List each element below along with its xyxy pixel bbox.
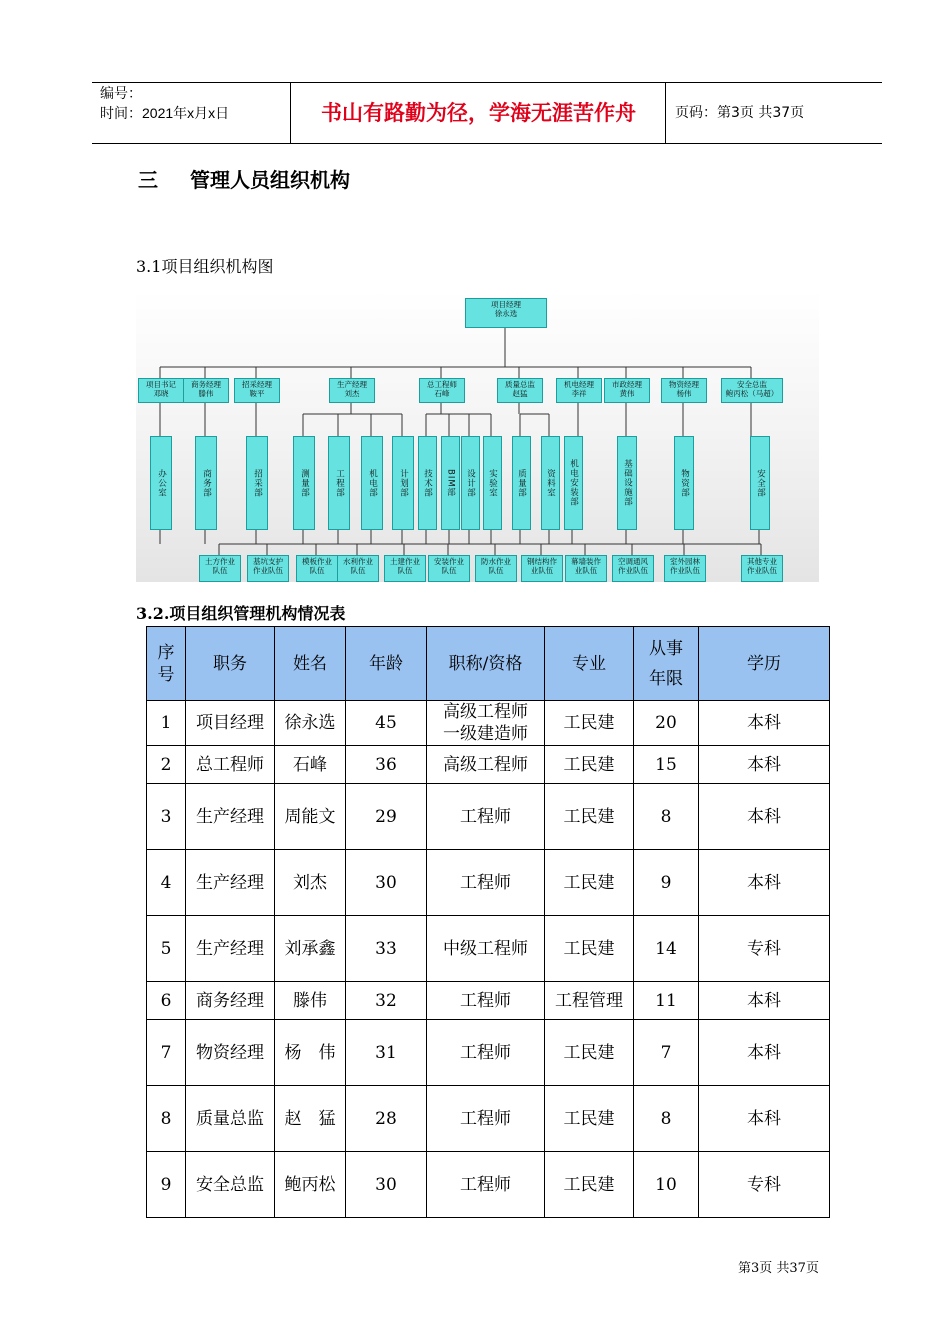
work-team-box: 模板作业 队伍	[296, 555, 338, 582]
table-cell: 工程师	[427, 784, 545, 850]
table-cell: 7	[634, 1020, 699, 1086]
table-body	[147, 701, 830, 1218]
table-cell: 总工程师	[186, 746, 275, 784]
table-row	[147, 982, 830, 1020]
table-cell: 15	[634, 746, 699, 784]
department-box	[293, 436, 315, 530]
org-node-level2: 市政经理 黄伟	[604, 378, 650, 403]
table-cell: 商务经理	[186, 982, 275, 1020]
org-node-level2: 总工程师 石峰	[419, 378, 465, 403]
table-cell: 工程管理	[545, 982, 634, 1020]
department-box	[392, 436, 414, 530]
table-cell: 专科	[699, 1152, 830, 1218]
table-cell: 29	[346, 784, 427, 850]
table-cell: 安全总监	[186, 1152, 275, 1218]
table-cell: 工程师	[427, 1086, 545, 1152]
table-cell: 31	[346, 1020, 427, 1086]
org-node-top: 项目经理 徐永选	[465, 298, 547, 328]
table-cell: 本科	[699, 1086, 830, 1152]
org-node-level2: 安全总监 鲍丙松（马超）	[721, 378, 783, 403]
work-team-box: 空调通风 作业队伍	[612, 555, 654, 582]
department-box-label: BIM部	[445, 468, 456, 498]
department-box	[328, 436, 350, 530]
department-box-label: 设计部	[465, 468, 476, 498]
header-meta	[100, 83, 290, 143]
table-cell: 工民建	[545, 746, 634, 784]
table-cell: 本科	[699, 1020, 830, 1086]
table-cell: 工民建	[545, 850, 634, 916]
department-box-label: 机电部	[367, 468, 378, 498]
work-team-box: 室外园林 作业队伍	[664, 555, 706, 582]
table-header-cell: 学历	[699, 627, 830, 701]
table-cell: 生产经理	[186, 784, 275, 850]
subsection-table-title: 3.2.项目组织管理机构情况表	[136, 604, 346, 623]
time-label: 时间：2021年x月x日	[100, 105, 230, 121]
department-box	[150, 436, 172, 530]
table-cell: 滕伟	[275, 982, 346, 1020]
page-header	[92, 82, 882, 144]
table-header-cell: 年龄	[346, 627, 427, 701]
work-team-box: 幕墙装作 业队伍	[565, 555, 607, 582]
table-row	[147, 1020, 830, 1086]
table-cell: 生产经理	[186, 850, 275, 916]
org-chart	[136, 290, 819, 582]
department-box-label: 商务部	[201, 468, 212, 498]
table-cell: 10	[634, 1152, 699, 1218]
table-row	[147, 784, 830, 850]
management-table	[146, 626, 830, 1218]
table-cell: 5	[147, 916, 186, 982]
table-cell: 30	[346, 850, 427, 916]
table-cell: 徐永选	[275, 701, 346, 746]
table-cell: 高级工程师 一级建造师	[427, 701, 545, 746]
department-box	[461, 436, 480, 530]
department-box	[541, 436, 560, 530]
table-cell: 项目经理	[186, 701, 275, 746]
department-box-label: 基础设施部	[622, 459, 633, 507]
department-box-label: 测量部	[299, 468, 310, 498]
department-box	[361, 436, 383, 530]
table-row	[147, 746, 830, 784]
table-cell: 2	[147, 746, 186, 784]
department-box-label: 物资部	[679, 468, 690, 498]
table-cell: 本科	[699, 701, 830, 746]
section-number: 三	[138, 168, 158, 192]
table-cell: 工民建	[545, 784, 634, 850]
table-cell: 3	[147, 784, 186, 850]
department-box	[418, 436, 437, 530]
table-cell: 30	[346, 1152, 427, 1218]
table-cell: 工程师	[427, 850, 545, 916]
table-cell: 赵 猛	[275, 1086, 346, 1152]
table-cell: 28	[346, 1086, 427, 1152]
department-box	[674, 436, 694, 530]
table-cell: 9	[147, 1152, 186, 1218]
table-cell: 6	[147, 982, 186, 1020]
table-cell: 生产经理	[186, 916, 275, 982]
table-row	[147, 1086, 830, 1152]
department-box-label: 机电安装部	[568, 459, 579, 507]
table-header-row	[147, 627, 830, 701]
org-node-level2: 商务经理 滕伟	[183, 378, 229, 403]
table-row	[147, 701, 830, 746]
table-cell: 工民建	[545, 1152, 634, 1218]
department-box-label: 技术部	[422, 468, 433, 498]
table-cell: 1	[147, 701, 186, 746]
table-cell: 本科	[699, 982, 830, 1020]
table-cell: 杨 伟	[275, 1020, 346, 1086]
department-box-label: 实验室	[487, 468, 498, 498]
department-box-label: 工程部	[334, 468, 345, 498]
table-cell: 45	[346, 701, 427, 746]
work-team-box: 基坑支护 作业队伍	[247, 555, 289, 582]
page-footer: 第3页 共37页	[738, 1261, 819, 1276]
table-cell: 中级工程师	[427, 916, 545, 982]
table-cell: 32	[346, 982, 427, 1020]
header-page-label: 页码：第3页 共37页	[675, 105, 805, 121]
table-header-cell: 职称/资格	[427, 627, 545, 701]
department-box	[246, 436, 268, 530]
section-heading	[138, 164, 350, 193]
table-cell: 刘杰	[275, 850, 346, 916]
table-header-cell: 职务	[186, 627, 275, 701]
table-cell: 14	[634, 916, 699, 982]
org-node-level2: 项目书记 邓晓	[138, 378, 184, 403]
work-team-box: 钢结构作 业队伍	[521, 555, 563, 582]
table-header-cell: 姓名	[275, 627, 346, 701]
table-cell: 鲍丙松	[275, 1152, 346, 1218]
work-team-box: 土方作业 队伍	[199, 555, 241, 582]
department-box-label: 计划部	[398, 468, 409, 498]
department-box	[750, 436, 770, 530]
header-divider	[665, 83, 666, 143]
subsection-org-chart-title: 3.1项目组织机构图	[136, 257, 274, 276]
org-node-level2: 生产经理 刘杰	[329, 378, 375, 403]
table-cell: 8	[147, 1086, 186, 1152]
org-node-level2: 招采经理 鞍平	[234, 378, 280, 403]
table-cell: 11	[634, 982, 699, 1020]
work-team-box: 土建作业 队伍	[384, 555, 426, 582]
department-box-label: 安全部	[755, 468, 766, 498]
table-header-cell: 从事 年限	[634, 627, 699, 701]
table-cell: 工程师	[427, 1020, 545, 1086]
table-cell: 工民建	[545, 1086, 634, 1152]
table-cell: 33	[346, 916, 427, 982]
table-cell: 石峰	[275, 746, 346, 784]
department-box-label: 办公室	[156, 468, 167, 498]
work-team-box: 水利作业 队伍	[337, 555, 379, 582]
table-cell: 本科	[699, 850, 830, 916]
table-cell: 专科	[699, 916, 830, 982]
department-box-label: 资料室	[545, 468, 556, 498]
department-box-label: 招采部	[252, 468, 263, 498]
table-cell: 高级工程师	[427, 746, 545, 784]
table-cell: 本科	[699, 784, 830, 850]
table-header-cell: 专业	[545, 627, 634, 701]
table-cell: 物资经理	[186, 1020, 275, 1086]
work-team-box: 其他专业 作业队伍	[741, 555, 783, 582]
header-motto: 书山有路勤为径，学海无涯苦作舟	[321, 101, 636, 125]
table-cell: 工民建	[545, 701, 634, 746]
table-header-cell: 序 号	[147, 627, 186, 701]
table-cell: 刘承鑫	[275, 916, 346, 982]
table-cell: 4	[147, 850, 186, 916]
table-cell: 7	[147, 1020, 186, 1086]
org-node-level2: 质量总监 赵猛	[497, 378, 543, 403]
table-cell: 36	[346, 746, 427, 784]
department-box	[617, 436, 637, 530]
department-box	[483, 436, 502, 530]
table-cell: 8	[634, 784, 699, 850]
table-cell: 8	[634, 1086, 699, 1152]
header-divider	[290, 83, 291, 143]
department-box-label: 质量部	[516, 468, 527, 498]
department-box	[441, 436, 460, 530]
table-cell: 周能文	[275, 784, 346, 850]
table-row	[147, 1152, 830, 1218]
department-box	[512, 436, 531, 530]
department-box	[564, 436, 583, 530]
section-title: 管理人员组织机构	[190, 168, 350, 192]
table-cell: 工程师	[427, 1152, 545, 1218]
table-cell: 本科	[699, 746, 830, 784]
department-box	[195, 436, 217, 530]
code-label: 编号：	[100, 85, 142, 101]
table-cell: 20	[634, 701, 699, 746]
work-team-box: 安装作业 队伍	[428, 555, 470, 582]
org-node-level2: 物资经理 杨伟	[661, 378, 707, 403]
table-cell: 9	[634, 850, 699, 916]
table-cell: 工民建	[545, 916, 634, 982]
org-node-level2: 机电经理 李祥	[556, 378, 602, 403]
work-team-box: 防水作业 队伍	[475, 555, 517, 582]
table-cell: 工程师	[427, 982, 545, 1020]
table-row	[147, 916, 830, 982]
table-row	[147, 850, 830, 916]
table-cell: 质量总监	[186, 1086, 275, 1152]
table-cell: 工民建	[545, 1020, 634, 1086]
